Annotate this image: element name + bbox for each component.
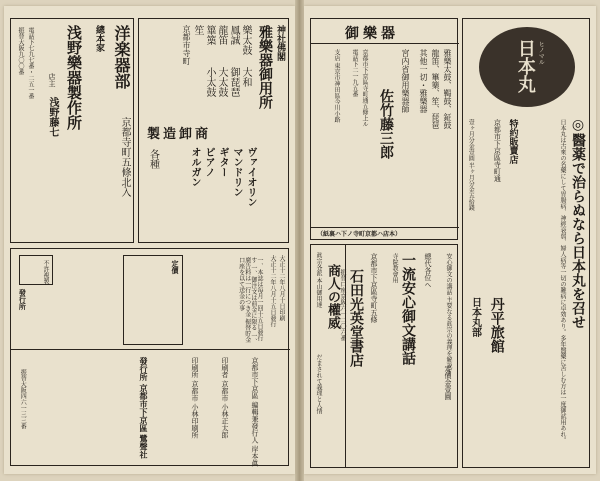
gakki-ad — [310, 18, 458, 240]
colophon — [10, 248, 289, 466]
gakki-footer-rule — [311, 227, 459, 228]
western-inst-item: ピアノ — [203, 147, 214, 177]
western-instruments-ad — [10, 18, 134, 243]
company-name: 浅野樂器製作所 — [65, 25, 83, 130]
inst-item: 笙 — [192, 25, 203, 35]
western-inst-item: ヴァイオリン — [245, 147, 256, 207]
gakki-footer: （紙裏ハ下ノ寺町京都ハ店本） — [317, 231, 402, 238]
gakki-title-rule — [311, 43, 459, 44]
gagaku-title: 雅樂器御用所 — [257, 25, 273, 109]
owner-label: 店主 — [48, 73, 56, 87]
colophon-notes: 一、本誌は毎月一回十五日發行す 一、御注文は前金に限る 一、廣告料は一行につき金 振替貯金口座を以て送金の事 — [237, 257, 263, 345]
maker-label: 製造卸商 — [147, 127, 212, 142]
stamp-small-text: ヒノマル — [537, 41, 545, 65]
seller-name: 丹平旅館 — [488, 297, 505, 353]
western-instruments-title: 洋楽器部 — [112, 25, 131, 89]
gakki-list-3: 其他一切・雅樂器 — [419, 49, 428, 113]
ishida-right: 寺院教會用 — [391, 253, 398, 283]
western-inst-item: ギター — [217, 147, 228, 177]
gakki-branch: 支店 東京市神田區今川小路 — [333, 49, 340, 123]
ishida-price: 定價金壹圓 — [444, 365, 452, 400]
ishida-publisher: 石田光英堂書店 — [348, 269, 364, 367]
western-inst-item: マンドリン — [231, 147, 242, 197]
hinomaru-prices: 壹ヶ月分金壹圓 半ヶ月分金五拾錢 — [467, 119, 475, 211]
sales-line: 發行所 京都市下京區 鷺聲社 — [139, 357, 149, 459]
ishida-head: 一流安心御文講話 — [400, 253, 416, 365]
hinomaru-stamp — [479, 27, 575, 107]
inst-item: 篳篥 — [204, 25, 215, 45]
kakushu-label: 各種 — [147, 149, 159, 169]
furikae-number: 振替大阪九〇〇番 — [17, 27, 24, 75]
shonin-label: 眞宗各派 本山御用達 — [315, 252, 322, 308]
gakki-phone: 電話下二一九五番 — [351, 49, 358, 97]
western-address: 京都寺町五條北入 — [119, 117, 130, 197]
inst-item: 大太鼓 — [216, 67, 227, 97]
inst-item: 御琵琶 — [228, 67, 239, 97]
gakki-list-2: 龍笛、篳篥、笙、琵琶 — [431, 49, 440, 129]
ishida-sub: 總代各位へ — [424, 253, 432, 288]
editor-line: 京都市下京區 編輯兼發行人 岸本眞 — [251, 357, 259, 467]
seller-label: 特約販賣店 — [507, 119, 518, 164]
gakki-goyo: 宮内省御用樂器師 — [401, 49, 410, 113]
shrines-label: 神社佛閣 — [275, 25, 285, 61]
shonin-sub: だまされて義理と人情 — [315, 354, 322, 414]
gakki-list-1: 雅樂太鼓、鞨鼓、鉦鼓 — [443, 49, 452, 129]
owner-name: 浅野藤七 — [47, 97, 58, 137]
price-table — [123, 255, 183, 345]
pub-date: 大正十二年八月十五日發行 — [269, 255, 276, 327]
right-page — [304, 6, 596, 474]
inst-item: 鳳誠 — [228, 25, 239, 45]
printer-line: 印刷者 京都市 小林正太郎 — [221, 357, 229, 439]
shonin-head: 商人の權威 — [325, 264, 340, 329]
inst-item: 小太鼓 — [204, 67, 215, 97]
gagaku-instruments-ad — [138, 18, 289, 243]
stamp-text: 不許複製 — [42, 260, 49, 284]
stamp-main-text: 日本丸 — [514, 39, 536, 93]
price-heading: 定價 — [171, 260, 180, 274]
colophon-divider — [11, 349, 290, 350]
ishida-address: 京都市下京區寺町五條 — [370, 253, 378, 323]
hinomaru-headline: ◎醫薬で治らぬなら日本丸を召せ — [570, 117, 586, 329]
shonin-ad — [310, 244, 346, 468]
inst-item: 大和 — [240, 67, 251, 87]
gagaku-address: 京都市寺町 — [182, 25, 191, 65]
gakki-address: 京都市下京區寺町通五條上ル — [361, 49, 368, 127]
publisher-label: 發行所 — [18, 289, 28, 310]
hinomaru-body: 日本丸は古來の名藥にして胃腸病、神經衰弱、婦人病等一切の難病に卓効あり。多年醫藥に苦しむ方は一度御試用あれ。 — [559, 119, 566, 443]
inst-item: 樂太鼓 — [240, 25, 251, 55]
inst-item: 龍笛 — [216, 25, 227, 45]
seller-dept: 日本丸部 — [469, 297, 481, 337]
hinomaru-ad — [462, 18, 590, 468]
phone-number: 電話下七九七番・二五一番 — [27, 27, 34, 99]
left-page — [4, 6, 295, 474]
page-gutter — [295, 0, 304, 481]
seller-address: 京都市下京區寺町通 — [493, 119, 502, 182]
print-date: 大正十二年八月十日印刷 — [278, 255, 285, 321]
printshop-line: 印刷所 京都市 小林印刷所 — [191, 357, 199, 439]
western-inst-item: オルガン — [189, 147, 200, 187]
ishida-phone: 振替口座京阪六一二〇六番 — [339, 269, 346, 341]
gagaku-instrument-list-2 — [194, 67, 250, 115]
gakki-title: 御樂器 — [345, 26, 399, 42]
colophon-furikae: 振替大阪四六一三三番 — [19, 369, 27, 429]
ishida-note: 安心御文の講話 主要なる眞宗の義理を解説す — [445, 253, 452, 375]
western-instrument-list — [165, 145, 255, 241]
permission-stamp — [19, 255, 53, 285]
honke-label: 總本家 — [94, 25, 104, 52]
gakki-maker: 佐竹藤三郎 — [378, 89, 394, 159]
